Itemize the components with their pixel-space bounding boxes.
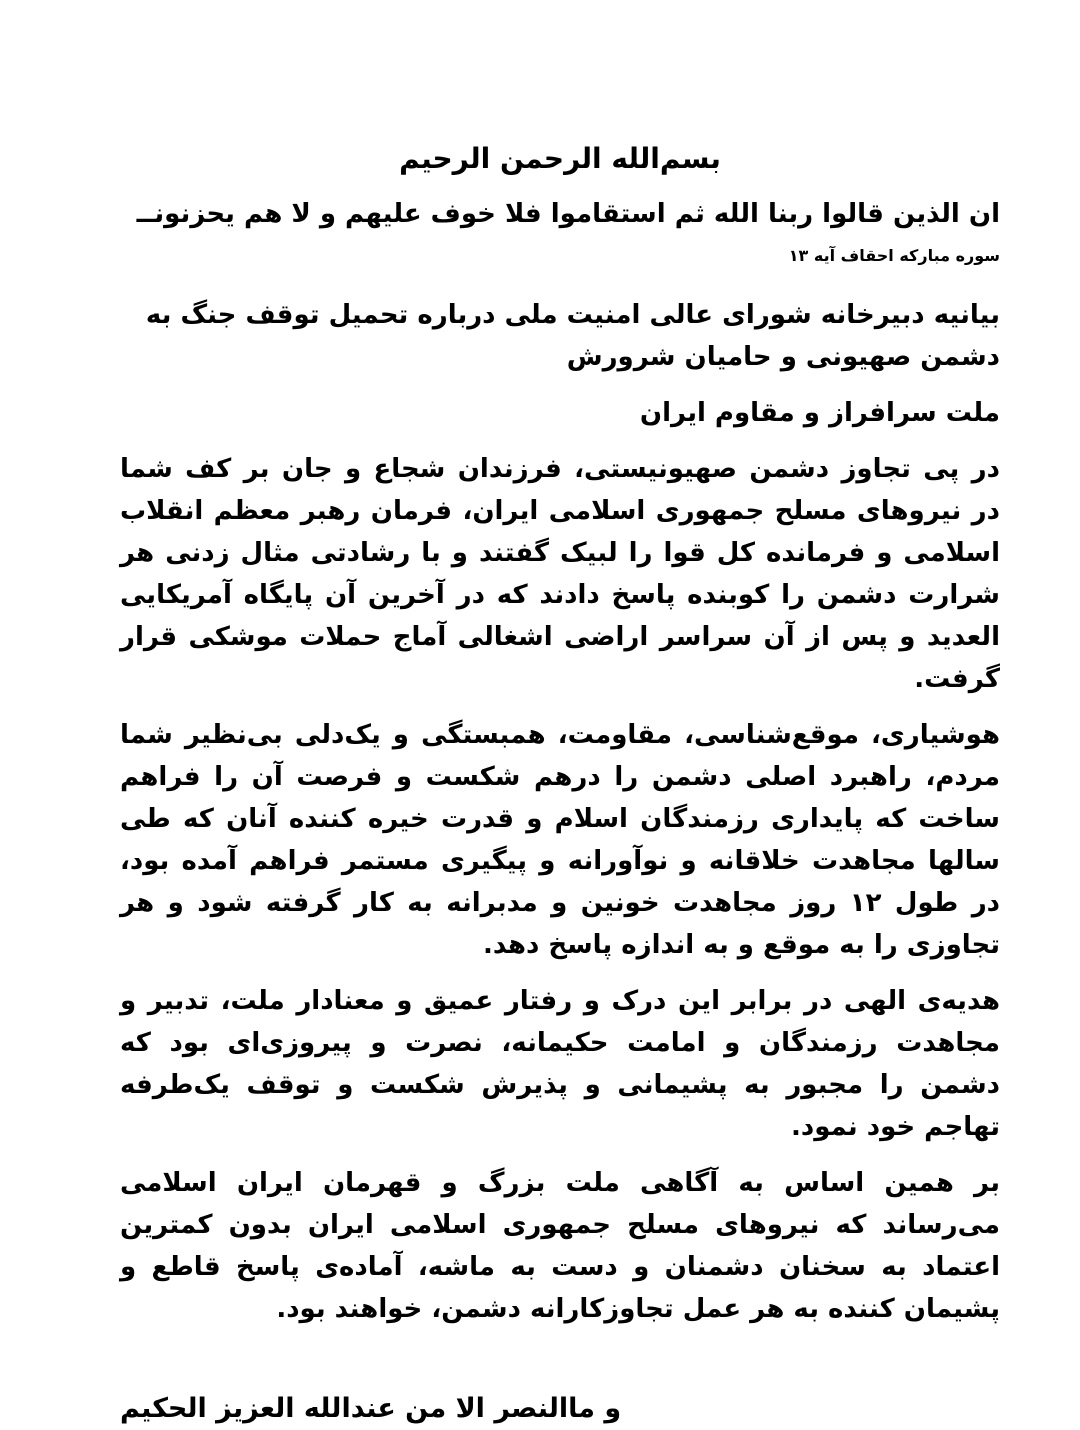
salutation-line: ملت سرافراز و مقاوم ایران <box>639 398 1000 428</box>
statement-heading: بیانیه دبیرخانه شورای عالی امنیت ملی درباره تحمیل توقف جنگ به دشمن صهیونی و حامیان شرورش <box>145 300 1000 372</box>
quran-verse-line <box>120 193 1000 280</box>
body-paragraph-3: هدیه‌ی الهی در برابر این درک و رفتار عمیق و معنادار ملت، تدبیر و مجاهدت رزمندگان و امامت حکیمانه، نصرت و پیروزی‌ای بود که دشمن را مجبور به پشیمانی و پذیرش شکست و توقف یک‌طرفه تهاجم خود نمود. <box>120 986 1000 1142</box>
body-paragraph-4: بر همین اساس به آگاهی ملت بزرگ و قهرمان ایران اسلامی می‌رساند که نیروهای مسلح جمهوری اسلامی ایران بدون کمترین اعتماد به سخنان دشمنان و دست به ماشه، آماده‌ی پاسخ قاطع و پشیمان کننده به هر عمل تجاوزکارانه دشمن، خواهند بود. <box>120 1168 1000 1324</box>
bismillah-title: بسم‌الله الرحمن الرحیم <box>399 142 721 175</box>
body-paragraph-2: هوشیاری، موقع‌شناسی، مقاومت، همبستگی و یک‌دلی بی‌نظیر شما مردم، راهبرد اصلی دشمن را درهم شکست و فرصت آن را فراهم ساخت که پایداری رزمندگان اسلام و قدرت خیره کننده آنان که طی سالها مجاهدت خلاقانه و نوآورانه و پیگیری مستمر فراهم آمده بود، در طول ۱۲ روز مجاهدت خونین و مدبرانه به کار گرفته شود و هر تجاوزی را به موقع و به اندازه پاسخ دهد. <box>120 720 1001 960</box>
closing-invocation-line: و ماالنصر الا من عندالله العزیز الحکیم <box>120 1393 622 1424</box>
body-paragraph-1: در پی تجاوز دشمن صهیونیستی، فرزندان شجاع و جان بر کف شما در نیروهای مسلح جمهوری اسلامی ایران، فرمان رهبر معظم انقلاب اسلامی و فرمانده کل قوا را لبیک گفتند و با رشادتی مثال زدنی هر شرارت دشمن را کوبنده پاسخ دادند که در آخرین آن پایگاه آمریکایی العدید و پس از آن سراسر اراضی اشغالی آماج حملات موشکی قرار گرفت. <box>120 454 1000 694</box>
quran-verse-text: ان الذین قالوا ربنا الله ثم استقاموا فلا خوف علیهم و لا هم یحزنونــ <box>136 199 1000 229</box>
verse-source-reference: سوره مبارکه احقاف آیه ۱۳ <box>788 246 1000 265</box>
